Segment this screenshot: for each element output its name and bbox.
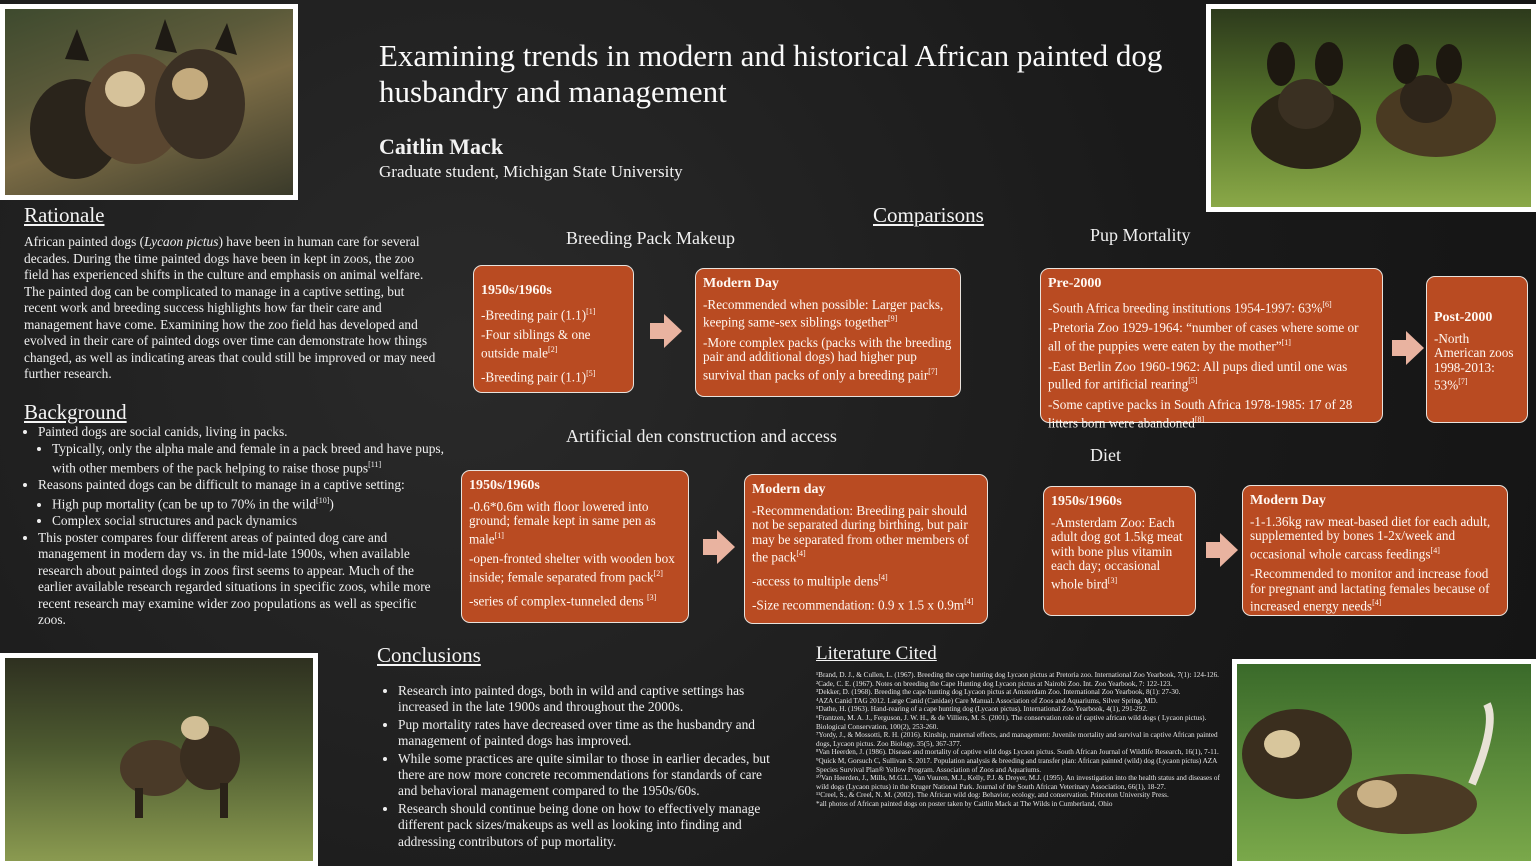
box-title: Post-2000 xyxy=(1434,310,1493,325)
box-title: 1950s/1960s xyxy=(469,478,540,493)
reference-item: *all photos of African painted dogs on poster taken by Caitlin Mack at The Wilds in Cumberland, Ohio xyxy=(816,799,1113,808)
reference-item: ¹Brand, D. J., & Cullen, L. (1967). Breeding the cape hunting dog Lycaon pictus at Pretoria zoo. International Zoo Yearbook, 7(1): 124-126. xyxy=(816,671,1219,679)
den-heading: Artificial den construction and access xyxy=(566,426,837,446)
box-item: -Recommendation: Breeding pair should not be separated during birthing, but pair may be separated from other members of the pack[4] xyxy=(752,502,969,565)
background-list xyxy=(24,424,444,629)
author-name: Caitlin Mack xyxy=(379,134,504,159)
background-subitem: • Complex social structures and pack dynamics xyxy=(52,513,444,530)
poster-title: Examining trends in modern and historical African painted dog husbandry and management xyxy=(379,38,1163,109)
box-title: Modern day xyxy=(752,482,826,497)
background-item: • Reasons painted dogs can be difficult to manage in a captive setting: • High pup mortality (can be up to 70% in the wild[10]) • Complex social structures and pack dynamics xyxy=(38,477,444,530)
dogs-image xyxy=(1237,664,1531,861)
dogs-image xyxy=(5,9,293,195)
background-item: • Painted dogs are social canids, living in packs. • Typically, only the alpha male and female in a pack breed and have pups, with other members of the pack helping to raise those pups[11] xyxy=(38,424,444,477)
box-title: Pre-2000 xyxy=(1048,276,1102,291)
conclusions-list xyxy=(378,683,778,851)
conclusions-heading: Conclusions xyxy=(377,643,481,667)
pup-new-box xyxy=(1426,276,1528,423)
box-item: -Breeding pair (1.1)[5] xyxy=(481,368,596,385)
conclusion-item: • While some practices are quite similar to those in earlier decades, but there are now more concrete recommendations for standards of care and behavioral management compared to the 1950s/60s. xyxy=(398,751,778,800)
box-item: -Recommended when possible: Larger packs, keeping same-sex siblings together[9] xyxy=(703,296,944,330)
reference-item: ⁷Yordy, J., & Mossotti, R. H. (2016). Kinship, maternal effects, and management: Juvenile mortality and survival in captive African painted dogs, Lycaon pictus. Zoo Biology, 35(5), 367-377. xyxy=(816,731,1218,748)
references-list xyxy=(816,671,1226,809)
diet-old-box xyxy=(1043,486,1196,616)
box-item: -0.6*0.6m with floor lowered into ground; female kept in same pen as male[1] xyxy=(469,498,656,546)
background-heading: Background xyxy=(24,400,127,424)
photo-bottom-left xyxy=(0,653,318,866)
box-title: Modern Day xyxy=(703,276,779,291)
box-item: -series of complex-tunneled dens [3] xyxy=(469,592,657,609)
box-item: -1-1.36kg raw meat-based diet for each adult, supplemented by bones 1-2x/week and occasional whole carcass feedings[4] xyxy=(1250,513,1491,561)
box-item: -Amsterdam Zoo: Each adult dog got 1.5kg meat with bone plus vitamin each day; occasional whole bird[3] xyxy=(1051,514,1183,591)
rationale-heading: Rationale xyxy=(24,203,105,227)
rationale-text: African painted dogs (Lycaon pictus) have been in human care for several decades. During the time painted dogs have been in kept in zoos, the zoo field has experienced shifts in the culture and emphasis on animal welfare. The painted dog can be complicated to manage in a captive setting, but recent work and breeding success highlights how far their care and management have come. Examining how the zoo field has developed and evolved in their care of painted dogs over time can demonstrate how things changed, as well as indicating areas that could still be improved or may need further research. xyxy=(24,234,436,381)
reference-item: ¹⁰Van Heerden, J., Mills, M.G.L., Van Vuuren, M.J., Kelly, P.J. & Dreyer, M.J. (1995). An investigation into the health status and diseases of wild dogs (Lycaon pictus) in the Kruger National Park. Journal of the South African Veterinary Association, 66(1), 18-27. xyxy=(816,774,1220,791)
reference-item: ⁶Frantzen, M. A. J., Ferguson, J. W. H., & de Villiers, M. S. (2001). The conservation role of captive african wild dogs ( Lycaon pictus). Biological Conservation, 100(2), 253-260. xyxy=(816,713,1207,731)
box-title: Modern Day xyxy=(1250,493,1326,508)
reference-item: ⁴AZA Canid TAG 2012. Large Canid (Canidae) Care Manual. Association of Zoos and Aquariums, Silver Spring, MD. xyxy=(816,696,1158,705)
photo-top-right xyxy=(1206,4,1536,212)
photo-bottom-right xyxy=(1232,659,1536,866)
box-item: -North American zoos 1998-2013: 53%[7] xyxy=(1434,330,1514,393)
breeding-old-box xyxy=(473,265,634,393)
box-item: -Four siblings & one outside male[2] xyxy=(481,327,591,361)
dogs-image xyxy=(5,658,313,861)
background-subitem: • Typically, only the alpha male and female in a pack breed and have pups, with other members of the pack helping to raise those pups[11] xyxy=(52,441,444,477)
conclusion-item: • Pup mortality rates have decreased over time as the husbandry and management of painted dogs has improved. xyxy=(398,717,778,750)
conclusion-item: • Research into painted dogs, both in wild and captive settings has increased in the late 1900s and throughout the 2000s. xyxy=(398,683,778,716)
reference-item: ⁵Dathe, H. (1963). Hand-rearing of a cape hunting dog (Lycaon pictus). International Zoo Yearbook, 4(1), 291-292. xyxy=(816,705,1148,714)
box-item: -Pretoria Zoo 1929-1964: “number of cases where some or all of the puppies were eaten by the mother”[1] xyxy=(1048,320,1359,354)
box-item: -Recommended to monitor and increase food for pregnant and lactating females because of increased energy needs[4] xyxy=(1250,566,1490,614)
diet-new-box xyxy=(1242,485,1508,616)
pup-old-box xyxy=(1040,268,1383,431)
comparisons-heading: Comparisons xyxy=(873,203,984,227)
breeding-new-box xyxy=(695,268,961,397)
box-title: 1950s/1960s xyxy=(1051,494,1122,509)
background-subitem: • High pup mortality (can be up to 70% in the wild[10]) xyxy=(52,493,444,513)
literature-heading: Literature Cited xyxy=(816,643,937,664)
den-old-box xyxy=(461,470,689,623)
box-item: -Size recommendation: 0.9 x 1.5 x 0.9m[4] xyxy=(752,596,974,613)
box-item: -open-fronted shelter with wooden box inside; female separated from pack[2] xyxy=(469,551,675,585)
reference-item: ³Dekker, D. (1968). Breeding the cape hunting dog Lycaon pictus at Amsterdam Zoo. International Zoo Yearbook, 8(1): 27-30. xyxy=(816,688,1181,697)
box-item: -More complex packs (packs with the breeding pair and additional dogs) had higher pup survival than packs of only a breeding pair[7] xyxy=(703,334,952,383)
box-item: -South Africa breeding institutions 1954-1997: 63%[6] xyxy=(1048,299,1332,315)
reference-item: ¹¹Creel, S., & Creel, N. M. (2002). The African wild dog: Behavior, ecology, and conservation. Princeton University Press. xyxy=(816,791,1169,800)
reference-item: ⁹Quick M, Gorsuch C, Sullivan S. 2017. Population analysis & breeding and transfer plan: African painted (wild) dog (Lycaon pictus) AZA Species Survival Plan® Yellow Program. Association of Zoos and Aquariums. xyxy=(816,756,1217,774)
reference-item: ²Cade, C. E. (1967). Notes on breeding the Cape Hunting dog Lycaon pictus at Nairobi Zoo. Int. Zoo Yearbook, 7: 122-123. xyxy=(816,679,1173,688)
box-item: -East Berlin Zoo 1960-1962: All pups died until one was pulled for artificial rearing[5] xyxy=(1048,358,1348,392)
den-new-box xyxy=(744,474,988,624)
dogs-image xyxy=(1211,9,1531,207)
box-item: -Some captive packs in South Africa 1978-1985: 17 of 28 litters born were abandoned[8] xyxy=(1048,397,1353,431)
photo-top-left xyxy=(0,4,298,200)
reference-item: ⁸Van Heerden, J. (1986). Disease and mortality of captive wild dogs Lycaon pictus. South African Journal of Wildlife Research, 16(1), 7-11. xyxy=(816,748,1219,757)
breeding-heading: Breeding Pack Makeup xyxy=(566,228,735,248)
box-title: 1950s/1960s xyxy=(481,283,552,298)
diet-heading: Diet xyxy=(1090,445,1121,465)
pup-heading: Pup Mortality xyxy=(1090,225,1191,245)
author-affiliation: Graduate student, Michigan State University xyxy=(379,162,683,181)
box-item: -access to multiple dens[4] xyxy=(752,572,888,589)
box-item: -Breeding pair (1.1)[1] xyxy=(481,306,596,322)
background-item: • This poster compares four different areas of painted dog care and management in modern day vs. in the mid-late 1900s, when available research about painted dogs in zoos first seems to appear. Much of the earlier available research regarded situations in specific zoos, while more recent research may examine wider zoo populations as well as specific zoos. xyxy=(38,530,444,629)
conclusion-item: • Research should continue being done on how to effectively manage different pack sizes/makeups as well as looking into finding and addressing contributors of pup mortality. xyxy=(398,801,778,850)
